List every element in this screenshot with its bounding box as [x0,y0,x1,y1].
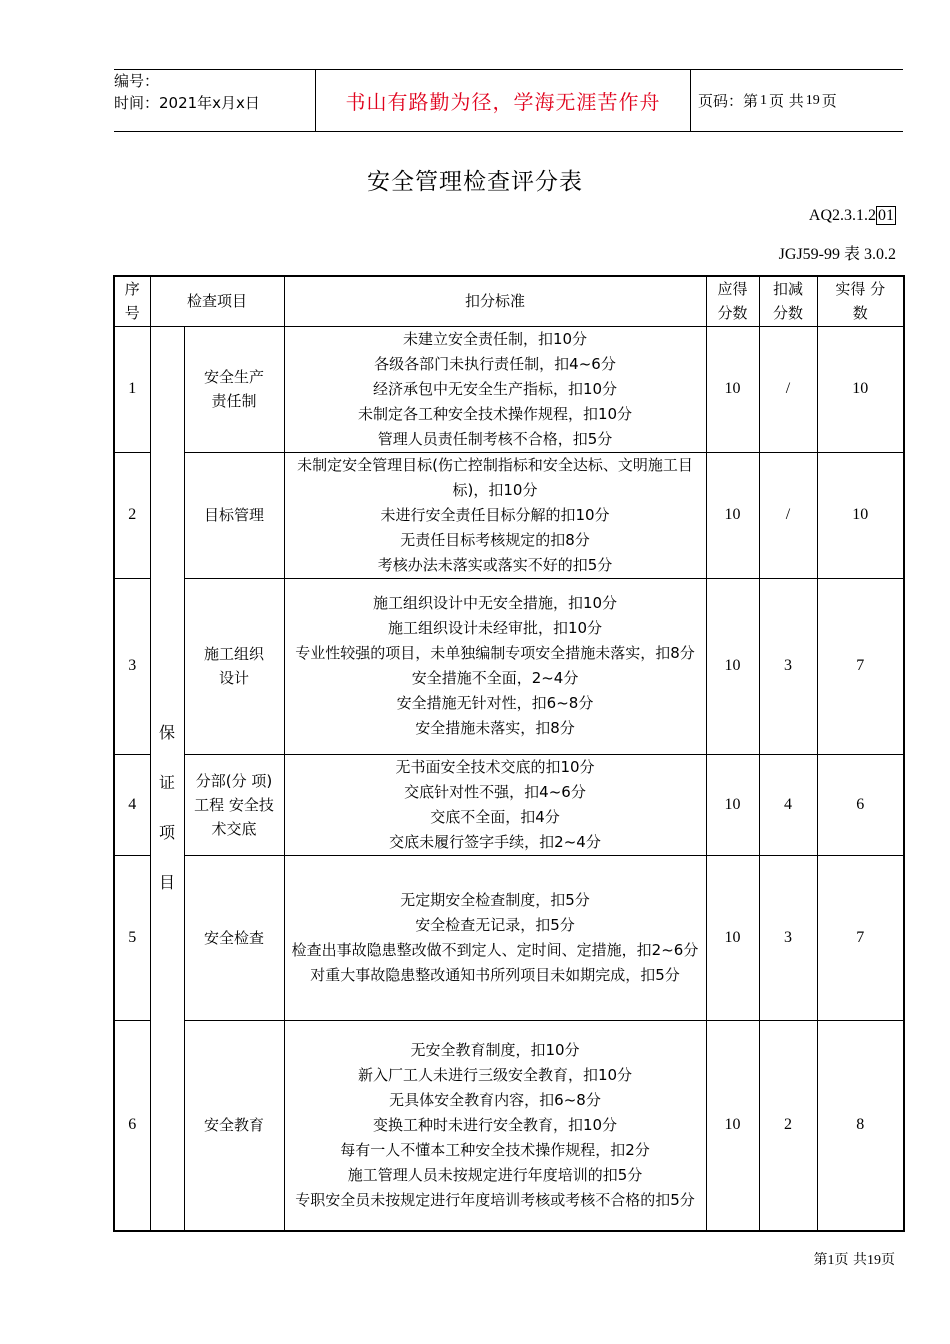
row-item-text: 施工组织设计 [203,645,264,687]
row-deduct: / [759,326,817,452]
header-deduct-text: 扣减分数 [773,280,804,323]
header-meta [114,70,314,131]
standard-line: 施工管理人员未按规定进行年度培训的扣5分 [347,1165,643,1184]
row-actual: 8 [817,1020,904,1231]
table-row [114,578,904,754]
table-header-row [114,276,904,326]
page-prefix: 页码：第 [698,92,759,110]
page-suffix: 页 [821,92,837,110]
standard-line: 经济承包中无安全生产指标，扣10分 [372,379,618,398]
row-item-text: 分部(分 项)工程 安全技术交底 [194,771,274,838]
row-standards [284,452,706,578]
score-table [113,275,905,1232]
header-actual [817,276,904,326]
standard-line: 对重大事故隐患整改通知书所列项目未如期完成，扣5分 [310,965,680,984]
footer-mid: 页 共 [834,1252,867,1268]
standard-line: 未建立安全责任制，扣10分 [402,329,588,348]
page-current: 1 [760,92,768,108]
page-mid: 页 共 [769,92,804,110]
form-code [809,207,896,225]
standard-line: 交底未履行签字手续，扣2~4分 [389,832,601,851]
header-standard: 扣分标准 [284,276,706,326]
row-deduct: 3 [759,578,817,754]
standard-line: 施工组织设计中无安全措施，扣10分 [372,594,618,612]
page-total: 19 [805,92,820,108]
header-motto: 书山有路勤为径，学海无涯苦作舟 [315,70,691,131]
standard-line: 安全检查无记录，扣5分 [415,915,575,934]
row-actual: 10 [817,326,904,452]
row-actual: 6 [817,754,904,855]
row-full: 10 [706,452,759,578]
standard-line: 各级各部门未执行责任制，扣4~6分 [374,354,616,373]
standard-line: 无安全教育制度，扣10分 [410,1040,580,1059]
standard-line: 交底不全面，扣4分 [430,807,560,826]
standard-line: 施工组织设计未经审批，扣10分 [387,619,603,637]
header-page-number [690,70,911,131]
standard-line: 交底针对性不强，扣4~6分 [404,782,586,801]
standard-line: 无具体安全教育内容，扣6~8分 [389,1090,601,1109]
standard-line: 安全措施无针对性，扣6~8分 [396,694,594,712]
row-full: 10 [706,855,759,1020]
table-row [114,754,904,855]
standard-line: 无责任目标考核规定的扣8分 [400,530,590,549]
row-seq: 6 [114,1020,150,1231]
header-deduct [759,276,817,326]
row-actual: 7 [817,855,904,1020]
standard-line: 未进行安全责任目标分解的扣10分 [380,505,610,524]
row-item [184,326,284,452]
standard-line: 新入厂工人未进行三级安全教育，扣10分 [357,1065,633,1084]
form-code-main: AQ2.3.1.2 [808,207,876,224]
row-item [184,578,284,754]
row-item [184,754,284,855]
row-seq: 1 [114,326,150,452]
row-standards [284,855,706,1020]
row-full: 10 [706,1020,759,1231]
table-row [114,452,904,578]
footer-total: 19 [867,1253,881,1268]
header-full [706,276,759,326]
row-item: 安全教育 [184,1020,284,1231]
page-header [114,69,903,132]
header-seq [114,276,150,326]
row-deduct: / [759,452,817,578]
row-seq: 3 [114,578,150,754]
category-text: 保证项目 [159,723,176,893]
standard-reference: JGJ59-99 表 3.0.2 [778,246,896,263]
row-item: 安全检查 [184,855,284,1020]
standard-line: 安全措施不全面，2~4分 [411,669,579,687]
category-cell [150,326,184,1231]
row-standards [284,1020,706,1231]
row-deduct: 3 [759,855,817,1020]
row-full: 10 [706,578,759,754]
row-full: 10 [706,326,759,452]
document-title: 安全管理检查评分表 [367,169,583,195]
page-footer [814,1249,895,1269]
standard-line: 考核办法未落实或落实不好的扣5分 [377,555,613,574]
standard-line: 安全措施未落实，扣8分 [415,719,575,737]
form-code-box: 01 [878,207,894,224]
table-row [114,1020,904,1231]
row-actual: 10 [817,452,904,578]
footer-prefix: 第 [813,1252,828,1268]
standard-line: 管理人员责任制考核不合格，扣5分 [377,429,613,448]
row-standards [284,578,706,754]
footer-suffix: 页 [881,1252,895,1268]
header-full-text: 应得分数 [717,280,748,323]
table-row [114,855,904,1020]
standard-line: 无书面安全技术交底的扣10分 [395,757,595,776]
standard-line: 专职安全员未按规定进行年度培训考核或考核不合格的扣5分 [295,1190,695,1209]
row-standards [284,754,706,855]
standard-line: 检查出事故隐患整改做不到定人、定时间、定措施，扣2~6分 [291,940,699,959]
code-label: 编号： [114,72,160,90]
standard-line: 无定期安全检查制度，扣5分 [400,890,590,909]
row-seq: 5 [114,855,150,1020]
header-actual-text: 实得 分数 [835,280,886,323]
row-standards [284,326,706,452]
header-seq-text: 序号 [124,280,140,323]
standard-line: 未制定各工种安全技术操作规程，扣10分 [357,404,633,423]
row-item: 目标管理 [184,452,284,578]
row-item-text: 安全生产责任制 [203,368,264,410]
row-full: 10 [706,754,759,855]
row-deduct: 4 [759,754,817,855]
standard-line: 专业性较强的项目，未单独编制专项安全措施未落实，扣8分 [295,644,695,662]
standard-line: 未制定安全管理目标(伤亡控制指标和安全达标、文明施工目标)，扣10分 [297,455,693,499]
row-seq: 2 [114,452,150,578]
row-actual: 7 [817,578,904,754]
header-item: 检查项目 [150,276,284,326]
time-label: 时间：2021年x月x日 [114,94,260,112]
standard-line: 每有一人不懂本工种安全技术操作规程，扣2分 [340,1140,650,1159]
standard-line: 变换工种时未进行安全教育，扣10分 [372,1115,618,1134]
table-row [114,326,904,452]
footer-current: 1 [827,1253,835,1268]
row-deduct: 2 [759,1020,817,1231]
row-seq: 4 [114,754,150,855]
